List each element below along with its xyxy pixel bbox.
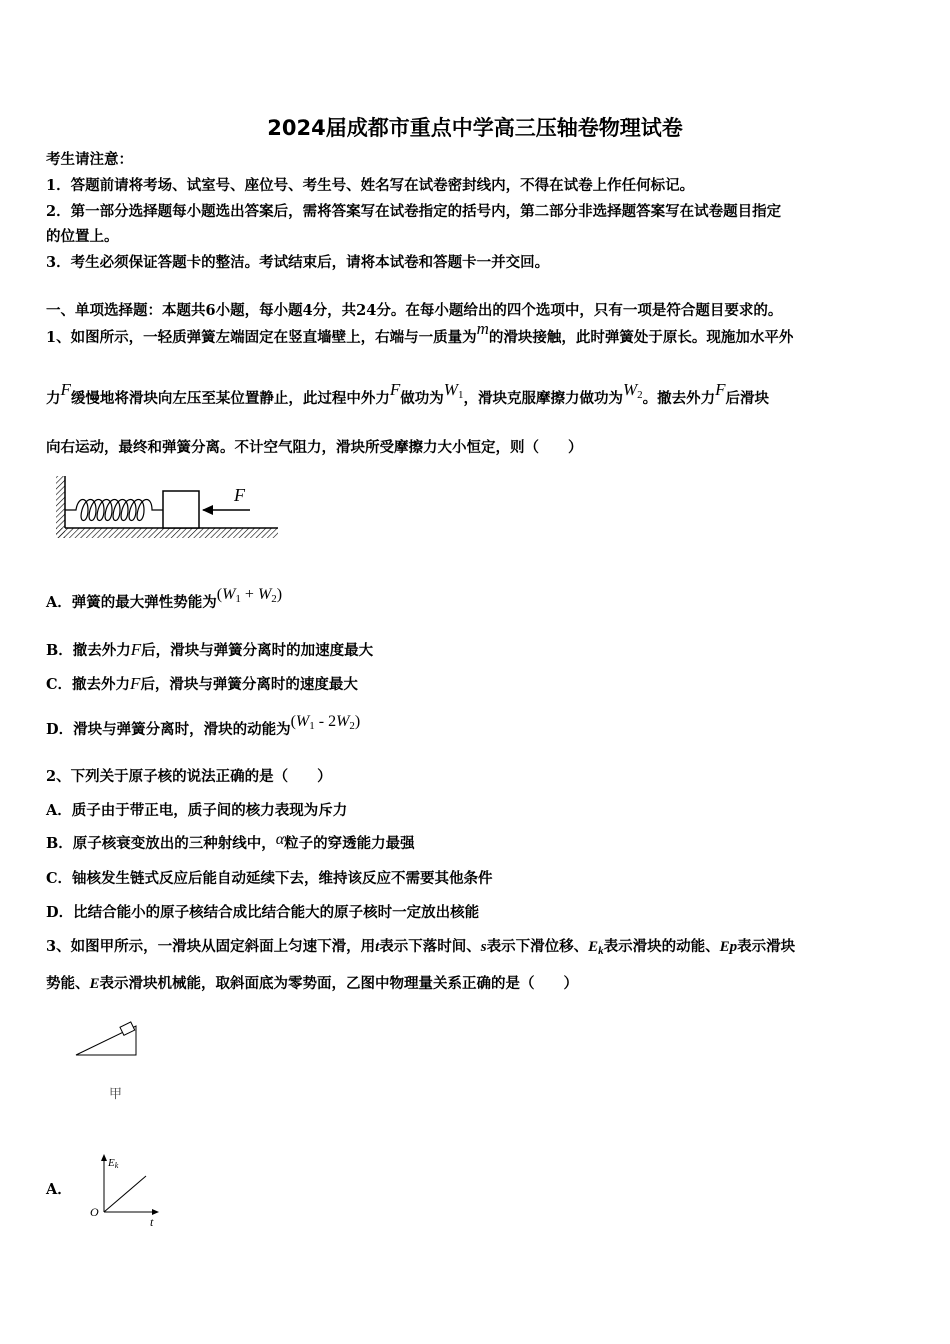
q2-option-b: B．原子核衰变放出的三种射线中，α粒子的穿透能力最强 <box>46 831 415 852</box>
slider-block <box>163 491 199 528</box>
q3-incline-figure <box>70 1018 150 1108</box>
q1-option-b: B．撤去外力F后，滑块与弹簧分离时的加速度最大 <box>46 640 374 659</box>
q3-stem-line-2: 势能、E表示滑块机械能，取斜面底为零势面，乙图中物理量关系正确的是（ ） <box>46 975 579 992</box>
q1-stem-line-2: 力F缓慢地将滑块向左压至某位置静止，此过程中外力F做功为$W_1$，滑块克服摩擦力做功为$W_2$。撤去外力F后滑块 <box>46 380 770 407</box>
origin-label: O <box>90 1205 99 1219</box>
figure-label: 甲 <box>109 1086 123 1101</box>
q2-option-a: A．质子由于带正电，质子间的核力表现为斥力 <box>46 802 348 819</box>
section-heading: 一、单项选择题：本题共6小题，每小题4分，共24分。在每小题给出的四个选项中，只有一项是符合题目要求的。 <box>46 302 783 319</box>
ground <box>56 528 278 538</box>
q1-option-c: C．撤去外力F后，滑块与弹簧分离时的速度最大 <box>46 674 358 693</box>
q1-option-a: A．弹簧的最大弹性势能为$(W_1 + W_2)$ <box>46 586 283 611</box>
q2-stem: 2、下列关于原子核的说法正确的是（ ） <box>46 768 332 785</box>
x-axis-label: t <box>150 1215 154 1229</box>
q3-option-a-graph <box>84 1150 164 1230</box>
q3-stem-line-1: 3、如图甲所示，一滑块从固定斜面上匀速下滑，用t表示下落时间、s表示下滑位移、$E_k$表示滑块的动能、Ep表示滑块 <box>46 938 796 957</box>
notice-item-3: 3．考生必须保证答题卡的整洁。考试结束后，请将本试卷和答题卡一并交回。 <box>46 254 550 271</box>
q2-option-c: C．铀核发生链式反应后能自动延续下去，维持该反应不需要其他条件 <box>46 870 493 887</box>
q1-stem-line-1: 1、如图所示，一轻质弹簧左端固定在竖直墙壁上，右端与一质量为m的滑块接触，此时弹簧处于原长。现施加水平外 <box>46 319 794 346</box>
y-axis-label: Ek <box>108 1157 119 1170</box>
force-arrow-head <box>202 505 213 515</box>
ek-line <box>104 1176 146 1212</box>
q1-stem-line-3: 向右运动，最终和弹簧分离。不计空气阻力，滑块所受摩擦力大小恒定，则（ ） <box>46 439 583 456</box>
q1-spring-figure <box>52 470 284 544</box>
q2-option-d: D．比结合能小的原子核结合成比结合能大的原子核时一定放出核能 <box>46 904 480 921</box>
spring <box>65 500 163 521</box>
q3-option-a: A． <box>46 1181 72 1198</box>
notice-item-2-cont: 的位置上。 <box>46 228 119 245</box>
incline-block <box>120 1022 135 1035</box>
notice-item-2: 2．第一部分选择题每小题选出答案后，需将答案写在试卷指定的括号内，第二部分非选择题答案写在试卷题目指定 <box>46 203 782 220</box>
notice-item-1: 1．答题前请将考场、试室号、座位号、考生号、姓名写在试卷密封线内，不得在试卷上作任何标记。 <box>46 177 695 194</box>
notice-heading: 考生请注意： <box>46 151 133 168</box>
page-title: 2024届成都市重点中学高三压轴卷物理试卷 <box>267 116 683 140</box>
force-label: F <box>234 485 245 505</box>
q1-option-d: D．滑块与弹簧分离时，滑块的动能为$(W_1 - 2W_2)$ <box>46 713 361 738</box>
